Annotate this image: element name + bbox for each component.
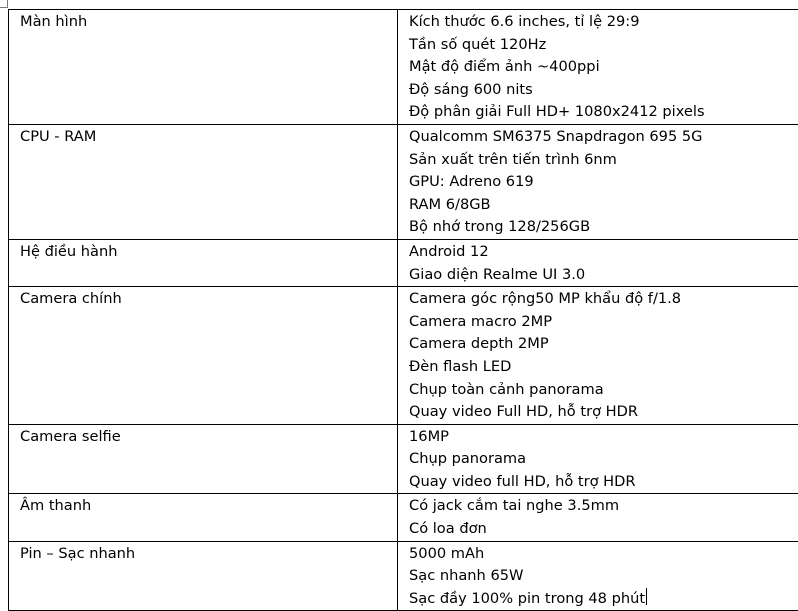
spec-value-line: 16MP <box>409 426 795 449</box>
spec-label: Màn hình <box>20 11 386 34</box>
spec-value-line: Chụp toàn cảnh panorama <box>409 379 795 402</box>
table-row <box>9 541 798 611</box>
table-row <box>9 239 798 286</box>
spec-label: Âm thanh <box>20 495 386 518</box>
text-cursor <box>646 588 647 605</box>
spec-value-line: GPU: Adreno 619 <box>409 171 795 194</box>
spec-value-line: Bộ nhớ trong 128/256GB <box>409 216 795 239</box>
spec-value-line: Camera góc rộng50 MP khẩu độ f/1.8 <box>409 288 795 311</box>
spec-label: CPU - RAM <box>20 126 386 149</box>
spec-value-cell[interactable] <box>398 287 798 425</box>
table-corner-marker <box>0 0 8 8</box>
spec-value-line: Giao diện Realme UI 3.0 <box>409 264 795 287</box>
spec-table-body <box>9 10 798 611</box>
spec-value-cell[interactable] <box>398 541 798 611</box>
spec-value-cell[interactable] <box>398 124 798 239</box>
spec-value-cell[interactable] <box>398 10 798 125</box>
spec-value-cell[interactable] <box>398 494 798 541</box>
spec-table <box>8 9 798 611</box>
spec-label-cell[interactable] <box>9 541 398 611</box>
spec-label: Camera selfie <box>20 426 386 449</box>
table-row <box>9 124 798 239</box>
spec-value-line: Có jack cắm tai nghe 3.5mm <box>409 495 795 518</box>
spec-value-cell[interactable] <box>398 239 798 286</box>
spec-label-cell[interactable] <box>9 424 398 494</box>
spec-value-line: Sạc đầy 100% pin trong 48 phút <box>409 588 795 611</box>
spec-value-line: Camera depth 2MP <box>409 333 795 356</box>
spec-value-cell[interactable] <box>398 424 798 494</box>
spec-value-line: Độ sáng 600 nits <box>409 79 795 102</box>
spec-value-line: RAM 6/8GB <box>409 194 795 217</box>
spec-label-cell[interactable] <box>9 494 398 541</box>
spec-label-cell[interactable] <box>9 239 398 286</box>
spec-value-line: Tần số quét 120Hz <box>409 34 795 57</box>
table-row <box>9 424 798 494</box>
spec-value-line: Android 12 <box>409 241 795 264</box>
spec-value-line: Chụp panorama <box>409 448 795 471</box>
spec-value-line: Độ phân giải Full HD+ 1080x2412 pixels <box>409 101 795 124</box>
spec-value-line: Sạc nhanh 65W <box>409 565 795 588</box>
spec-value-line: Sản xuất trên tiến trình 6nm <box>409 149 795 172</box>
spec-label-cell[interactable] <box>9 124 398 239</box>
spec-value-line: Camera macro 2MP <box>409 311 795 334</box>
spec-value-line: Có loa đơn <box>409 518 795 541</box>
table-row <box>9 494 798 541</box>
spec-value-line: Qualcomm SM6375 Snapdragon 695 5G <box>409 126 795 149</box>
spec-value-line: Kích thước 6.6 inches, tỉ lệ 29:9 <box>409 11 795 34</box>
spec-label: Pin – Sạc nhanh <box>20 543 386 566</box>
spec-label-cell[interactable] <box>9 287 398 425</box>
spec-label: Hệ điều hành <box>20 241 386 264</box>
spec-value-line: Đèn flash LED <box>409 356 795 379</box>
spec-label: Camera chính <box>20 288 386 311</box>
spec-value-line: 5000 mAh <box>409 543 795 566</box>
spec-label-cell[interactable] <box>9 10 398 125</box>
spec-value-line: Quay video full HD, hỗ trợ HDR <box>409 471 795 494</box>
spec-value-line: Quay video Full HD, hỗ trợ HDR <box>409 401 795 424</box>
table-row <box>9 287 798 425</box>
table-row <box>9 10 798 125</box>
spec-value-line: Mật độ điểm ảnh ~400ppi <box>409 56 795 79</box>
